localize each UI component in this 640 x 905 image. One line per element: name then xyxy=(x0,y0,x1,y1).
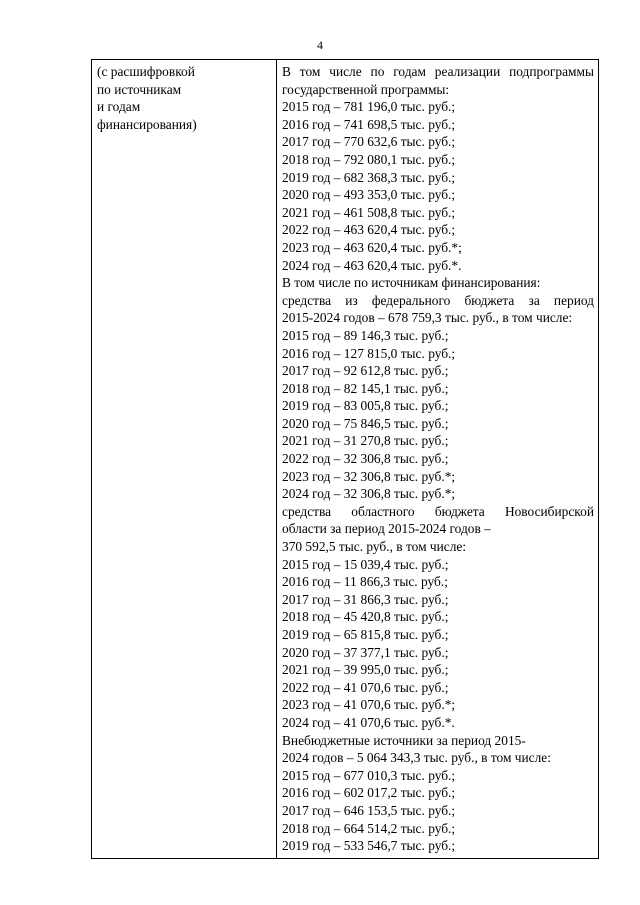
financing-table xyxy=(91,59,599,859)
year-line: 2015 год – 89 146,3 тыс. руб.; xyxy=(282,327,449,343)
text-line: области за период 2015-2024 годов – xyxy=(282,521,491,537)
year-line: 2018 год – 45 420,8 тыс. руб.; xyxy=(282,609,449,625)
label-line: и годам xyxy=(97,99,141,115)
text-line: В том числе по годам реализации подпрограммы xyxy=(282,64,594,79)
financing-label-cell xyxy=(92,60,277,859)
year-line: 2021 год – 39 995,0 тыс. руб.; xyxy=(282,662,449,678)
year-line: 2015 год – 15 039,4 тыс. руб.; xyxy=(282,556,449,572)
year-line: 2020 год – 75 846,5 тыс. руб.; xyxy=(282,415,449,431)
year-line: 2017 год – 770 632,6 тыс. руб.; xyxy=(282,134,456,150)
text-line: Внебюджетные источники за период 2015- xyxy=(282,732,526,748)
year-line: 2018 год – 792 080,1 тыс. руб.; xyxy=(282,151,456,167)
year-line: 2016 год – 741 698,5 тыс. руб.; xyxy=(282,116,456,132)
year-line: 2016 год – 127 815,0 тыс. руб.; xyxy=(282,345,456,361)
year-line: 2015 год – 677 010,3 тыс. руб.; xyxy=(282,767,456,783)
year-line: 2018 год – 664 514,2 тыс. руб.; xyxy=(282,820,456,836)
label-line: финансирования) xyxy=(97,116,197,132)
year-line: 2019 год – 533 546,7 тыс. руб.; xyxy=(282,838,456,854)
text-line: государственной программы: xyxy=(282,81,450,97)
year-line: 2017 год – 646 153,5 тыс. руб.; xyxy=(282,802,456,818)
year-line: 2020 год – 37 377,1 тыс. руб.; xyxy=(282,644,449,660)
text-line: 370 592,5 тыс. руб., в том числе: xyxy=(282,539,467,555)
year-line: 2024 год – 463 620,4 тыс. руб.*. xyxy=(282,257,462,273)
text-line: средства областного бюджета Новосибирской xyxy=(282,503,594,519)
year-line: 2017 год – 31 866,3 тыс. руб.; xyxy=(282,591,449,607)
year-line: 2023 год – 41 070,6 тыс. руб.*; xyxy=(282,697,456,713)
year-line: 2019 год – 682 368,3 тыс. руб.; xyxy=(282,169,456,185)
year-line: 2015 год – 781 196,0 тыс. руб.; xyxy=(282,99,456,115)
year-line: 2021 год – 461 508,8 тыс. руб.; xyxy=(282,204,456,220)
year-line: 2019 год – 65 815,8 тыс. руб.; xyxy=(282,627,449,642)
year-line: 2016 год – 11 866,3 тыс. руб.; xyxy=(282,574,448,590)
year-line: 2022 год – 463 620,4 тыс. руб.; xyxy=(282,222,456,238)
year-line: 2024 год – 41 070,6 тыс. руб.*. xyxy=(282,714,455,730)
text-line: 2024 годов – 5 064 343,3 тыс. руб., в том числе: xyxy=(282,750,551,766)
year-line: 2017 год – 92 612,8 тыс. руб.; xyxy=(282,363,449,379)
year-line: 2024 год – 32 306,8 тыс. руб.*; xyxy=(282,486,456,502)
label-line: (с расшифровкой xyxy=(97,64,195,79)
financing-details-cell xyxy=(277,60,599,859)
year-line: 2018 год – 82 145,1 тыс. руб.; xyxy=(282,380,449,396)
page-number: 4 xyxy=(317,38,323,52)
year-line: 2020 год – 493 353,0 тыс. руб.; xyxy=(282,187,456,203)
year-line: 2023 год – 32 306,8 тыс. руб.*; xyxy=(282,468,456,484)
year-line: 2022 год – 32 306,8 тыс. руб.; xyxy=(282,451,449,467)
year-line: 2019 год – 83 005,8 тыс. руб.; xyxy=(282,398,449,414)
year-line: 2023 год – 463 620,4 тыс. руб.*; xyxy=(282,239,462,255)
label-line: по источникам xyxy=(97,81,182,97)
year-line: 2022 год – 41 070,6 тыс. руб.; xyxy=(282,679,449,695)
table-row xyxy=(92,60,599,859)
text-line: средства из федерального бюджета за период xyxy=(282,292,594,308)
year-line: 2016 год – 602 017,2 тыс. руб.; xyxy=(282,785,456,801)
text-line: В том числе по источникам финансирования: xyxy=(282,275,541,291)
year-line: 2021 год – 31 270,8 тыс. руб.; xyxy=(282,433,449,449)
text-line: 2015-2024 годов – 678 759,3 тыс. руб., в том числе: xyxy=(282,310,573,326)
